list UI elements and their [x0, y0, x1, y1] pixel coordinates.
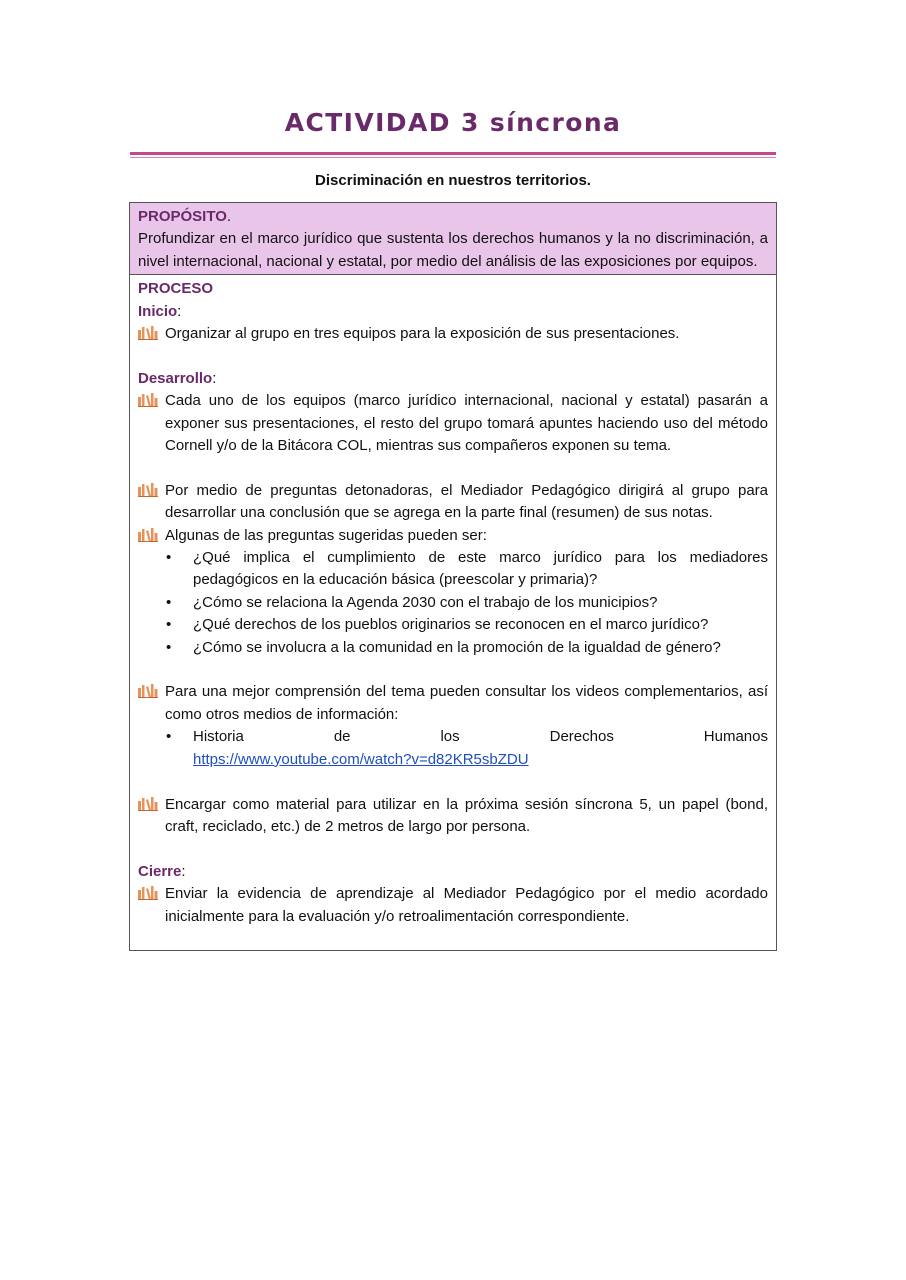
activity-table [129, 202, 777, 951]
list-item [138, 323, 768, 345]
question-item [138, 592, 768, 614]
desarrollo-item-4: Para una mejor comprensión del tema pueden consultar los videos complementarios, así como otros medios de información: [165, 683, 768, 723]
purpose-section [130, 203, 776, 275]
question-item [138, 614, 768, 636]
inicio-heading [138, 301, 768, 323]
question-text: ¿Cómo se relaciona la Agenda 2030 con el trabajo de los municipios? [193, 593, 658, 611]
bullet-dot-icon: • [166, 638, 172, 656]
list-item [138, 390, 768, 457]
desarrollo-item-5: Encargar como material para utilizar en la próxima sesión síncrona 5, un papel (bond, craft, reciclado, etc.) de 2 metros de largo por persona. [165, 795, 768, 835]
spacer [138, 659, 768, 681]
desarrollo-heading [138, 368, 768, 390]
video-item [138, 726, 768, 771]
purpose-label: PROPÓSITO [138, 208, 227, 225]
process-label: PROCESO [138, 280, 214, 298]
desarrollo-item-3: Algunas de las preguntas sugeridas pueden ser: [165, 526, 487, 544]
question-item [138, 637, 768, 659]
video-link[interactable]: https://www.youtube.com/watch?v=d82KR5sbZDU [193, 750, 529, 768]
title-underline-thin [130, 157, 776, 158]
cierre-item-1: Enviar la evidencia de aprendizaje al Mediador Pedagógico por el medio acordado inicialmente para la evaluación y/o retroalimentación correspondiente. [165, 885, 768, 925]
spacer [138, 345, 768, 367]
book-stack-icon [138, 797, 158, 811]
inicio-label: Inicio [138, 302, 178, 320]
desarrollo-label: Desarrollo [138, 369, 213, 387]
spacer [138, 457, 768, 479]
spacer [138, 838, 768, 860]
book-stack-icon [138, 393, 158, 407]
inicio-item-1: Organizar al grupo en tres equipos para la exposición de sus presentaciones. [165, 325, 680, 343]
bullet-dot-icon: • [166, 616, 172, 634]
title-underline [130, 152, 776, 155]
purpose-heading [138, 206, 768, 228]
bullet-dot-icon: • [166, 549, 172, 567]
list-item [138, 681, 768, 726]
book-stack-icon [138, 483, 158, 497]
desarrollo-item-2: Por medio de preguntas detonadoras, el Mediador Pedagógico dirigirá al grupo para desarrollar una conclusión que se agrega en la parte final (resumen) de sus notas. [165, 481, 768, 522]
list-item [138, 480, 768, 525]
desarrollo-colon: : [212, 369, 217, 387]
purpose-text: Profundizar en el marco jurídico que sustenta los derechos humanos y la no discriminación, a nivel internacional, nacional y estatal, por medio del análisis de las exposiciones por equipos. [138, 230, 768, 270]
purpose-label-punct: . [226, 208, 232, 225]
book-stack-icon [138, 684, 158, 698]
list-item [138, 525, 768, 547]
spacer [138, 771, 768, 793]
process-section [130, 275, 776, 950]
cierre-label: Cierre [138, 862, 182, 880]
activity-subtitle: Discriminación en nuestros territorios. [315, 172, 591, 189]
list-item [138, 794, 768, 839]
question-text: ¿Qué implica el cumplimiento de este marco jurídico para los mediadores pedagógicos en la educación básica (preescolar y primaria)? [193, 549, 768, 589]
bullet-dot-icon: • [166, 728, 172, 746]
question-item [138, 547, 768, 592]
list-item [138, 883, 768, 928]
cierre-colon: : [181, 862, 186, 880]
desarrollo-item-1: Cada uno de los equipos (marco jurídico internacional, nacional y estatal) pasarán a exponer sus presentaciones, el resto del grupo tomará apuntes haciendo uso del método Cornell y/o de la Bitácora COL, mientras sus compañeros exponen su tema. [165, 392, 768, 455]
question-text: ¿Qué derechos de los pueblos originarios se reconocen en el marco jurídico? [193, 616, 709, 634]
book-stack-icon [138, 528, 158, 542]
cierre-heading [138, 861, 768, 883]
video-label: Historia de los Derechos Humanos [193, 728, 768, 746]
bullet-dot-icon: • [166, 593, 172, 611]
book-stack-icon [138, 886, 158, 900]
inicio-colon: : [177, 302, 182, 320]
book-stack-icon [138, 326, 158, 340]
question-text: ¿Cómo se involucra a la comunidad en la promoción de la igualdad de género? [193, 638, 721, 656]
page-title: ACTIVIDAD 3 síncrona [284, 108, 622, 137]
